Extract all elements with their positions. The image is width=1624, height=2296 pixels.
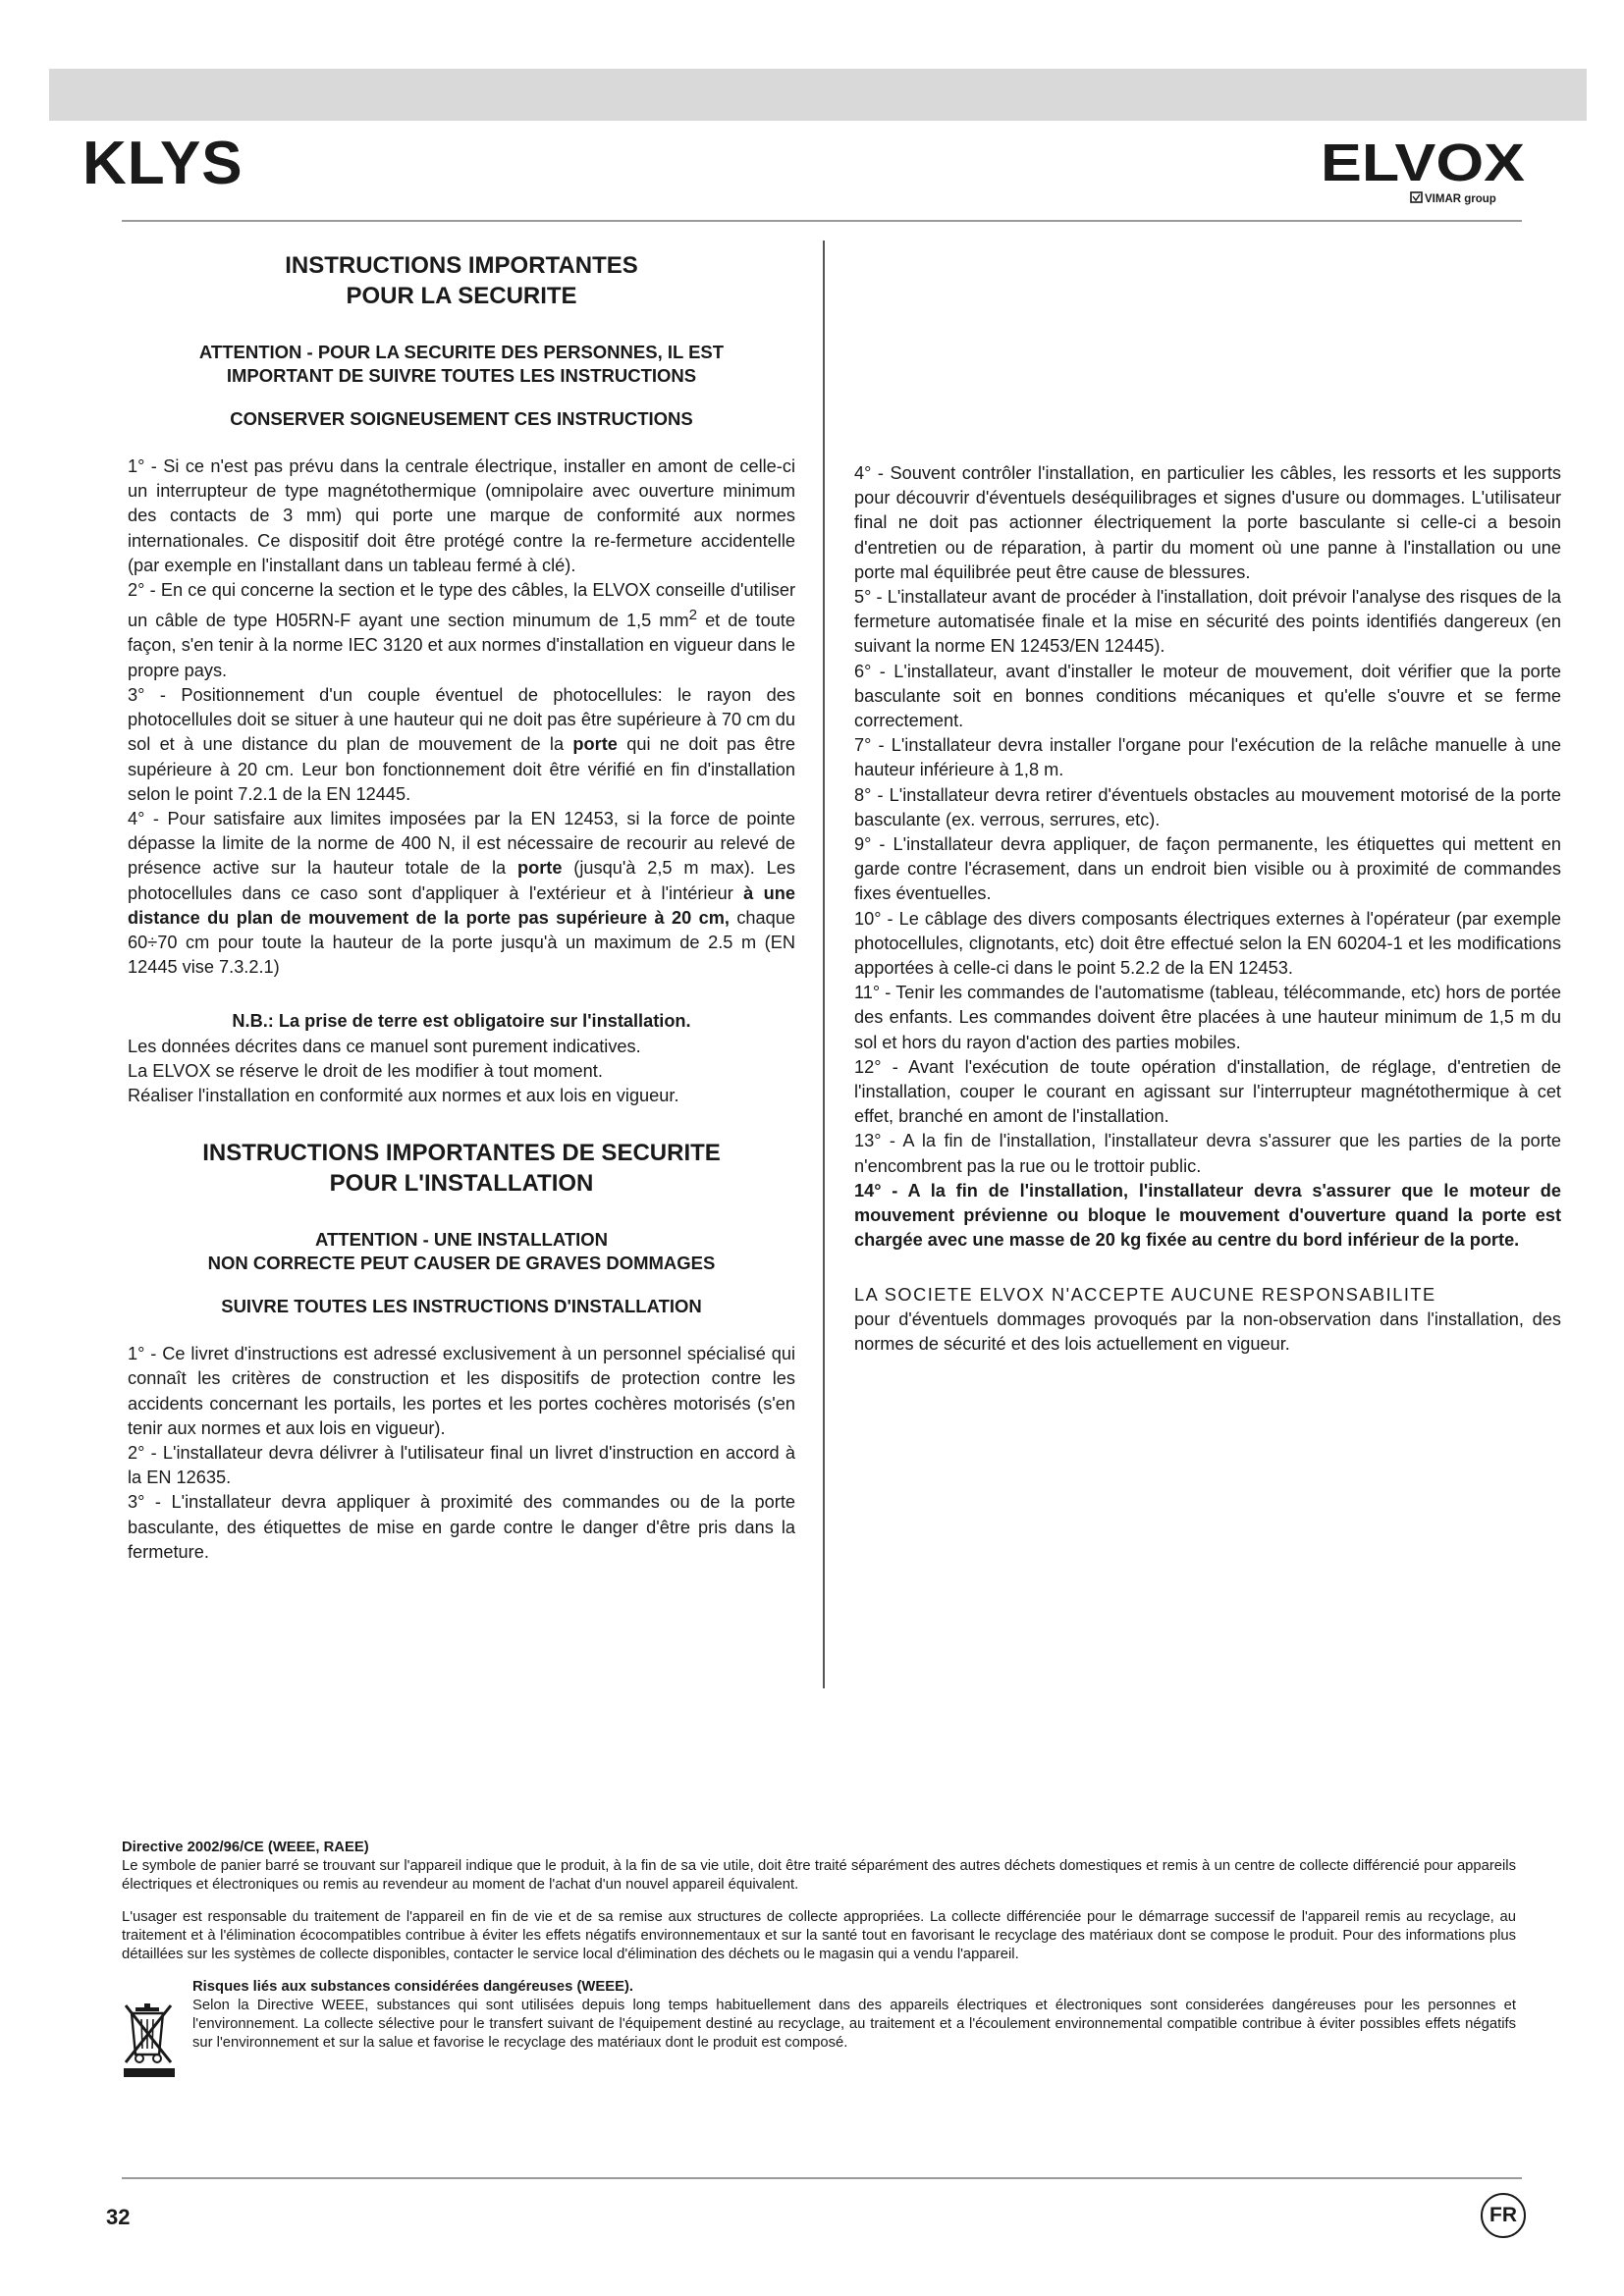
install-item-13: 13° - A la fin de l'installation, l'installateur devra s'assurer que les parties de la porte n'encombrent pas la rue ou le trottoir public. <box>854 1131 1561 1176</box>
note-line: La ELVOX se réserve le droit de les modifier à tout moment. <box>128 1060 603 1081</box>
note-line: Les données décrites dans ce manuel sont purement indicatives. <box>128 1036 641 1056</box>
section-heading-installation: INSTRUCTIONS IMPORTANTES DE SECURITE POUR L'INSTALLATION <box>202 1140 721 1198</box>
suivre-heading: SUIVRE TOUTES LES INSTRUCTIONS D'INSTALLATION <box>221 1296 702 1317</box>
column-divider <box>823 240 825 1688</box>
directive-paragraph: Le symbole de panier barré se trouvant sur l'appareil indique que le produit, à la fin de sa vie utile, doit être traité séparément des autres déchets domestiques et remis à un centre de collecte différencié pour appareils électriques et électroniques ou remis au revendeur au moment de l'achat d'un nouvel appareil équivalent. <box>122 1858 1516 1893</box>
top-rule <box>122 220 1522 222</box>
install-item-12: 12° - Avant l'exécution de toute opération d'installation, de réglage, d'entretien de l'installation, couper le courant en agissant sur l'interrupteur magnétothermique à cet effet, branché en amont de l'installation. <box>854 1056 1561 1127</box>
weee-title: Risques liés aux substances considérées dangéreuses (WEEE). <box>192 1979 634 1995</box>
conserver-heading: CONSERVER SOIGNEUSEMENT CES INSTRUCTIONS <box>230 408 693 429</box>
document-title: KLYS <box>82 130 244 197</box>
safety-item-3: 3° - Positionnement d'un couple éventuel de photocellules: le rayon des photocellules doit se situer à une hauteur qui ne doit pas être supérieure à 70 cm du sol et à une distance du plan de mouvement de la porte qui ne doit pas être supérieure à 20 cm. Leur bon fonctionnement doit être vérifié en fin d'installation selon le point 7.2.1 de la EN 12445. <box>128 684 795 804</box>
install-item-6: 6° - L'installateur, avant d'installer le moteur de mouvement, doit vérifier que la porte basculante soit en bonnes conditions mécaniques et qu'elle s'ouvre et se ferme correctement. <box>854 661 1561 731</box>
install-item-10: 10° - Le câblage des divers composants électriques externes à l'opérateur (par exemple photocellules, clignotants, etc) doit être effectué selon la EN 60204-1 et les modifications apportées à celle-ci dans le point 5.2.2 de la EN 12453. <box>854 908 1562 979</box>
install-item-11: 11° - Tenir les commandes de l'automatisme (tableau, télécommande, etc) hors de portée des enfants. Les commandes doivent être placées à une hauteur minimum de 1,5 m du sol et hors du rayon d'action des parties mobiles. <box>854 983 1561 1052</box>
weee-section <box>122 1978 1516 2053</box>
header-bar <box>49 69 1587 121</box>
attention-installation-heading: ATTENTION - UNE INSTALLATION NON CORRECTE PEUT CAUSER DE GRAVES DOMMAGES <box>207 1229 716 1274</box>
page-number: 32 <box>106 2205 131 2229</box>
language-badge: FR <box>1481 2193 1526 2238</box>
brand-logo-text: ELVOX <box>1321 133 1525 192</box>
safety-item-2: 2° - En ce qui concerne la section et le type des câbles, la ELVOX conseille d'utiliser un câble de type H05RN-F ayant une section minumum de 1,5 $mm^2$ et de toute façon, s'en tenir à la norme IEC 3120 et aux normes d'installation en vigueur dans le propre pays. <box>128 580 796 680</box>
install-item-5: 5° - L'installateur avant de procéder à l'installation, doit prévoir l'analyse des risques de la fermeture automatisée finale et la mise en sécurité des points identifiés dangereux (en suivant la norme EN 12453/EN 12445). <box>854 587 1561 657</box>
directive-paragraph: L'usager est responsable du traitement de l'appareil en fin de vie et de sa remise aux structures de collecte appropriées. La collecte différenciée pour le démarrage successif de l'appareil remis au recyclage, au traitement et à l'élimination écocompatibles contribue à éviter les effets négatifs environnementaux et sur la santé tout en favorisant le recyclage des matériaux dont se compose le produit. Pour des informations plus détaillées sur les systèmes de collecte disponibles, contacter le service local d'élimination des déchets ou le magasin qui a vendu l'appareil. <box>122 1909 1516 1962</box>
install-item-8: 8° - L'installateur devra retirer d'éventuels obstacles au mouvement motorisé de la porte basculante (ex. verrous, serrures, etc). <box>854 784 1562 829</box>
install-item-1: 1° - Ce livret d'instructions est adressé exclusivement à un personnel spécialisé qui connaît les critères de construction et les dispositifs de protection contre les accidents concernant les portails, les portes et les portes cochères motorisés (s'en tenir aux normes et aux lois en vigueur). <box>128 1344 795 1438</box>
crossed-bin-icon <box>122 2002 177 2078</box>
right-column <box>854 461 1561 1357</box>
install-item-4: 4° - Souvent contrôler l'installation, en particulier les câbles, les ressorts et les supports pour découvrir d'éventuels deséquilibrages et signes d'usure ou dommages. L'utilisateur final ne doit pas actionner électriquement la porte basculante si celle-ci a besoin d'entretien ou de réparation, à partir du moment où une panne à l'installation ou une porte mal équilibrée peut être cause de blessures. <box>854 463 1561 582</box>
section-heading-safety: INSTRUCTIONS IMPORTANTES POUR LA SECURITE <box>285 252 638 309</box>
nb-note: N.B.: La prise de terre est obligatoire sur l'installation. <box>232 1011 691 1032</box>
safety-item-4: 4° - Pour satisfaire aux limites imposées par la EN 12453, si la force de pointe dépasse la limite de la norme de 400 N, il est nécessaire de recourir au relevé de présence active sur la hauteur totale de la porte (jusqu'à 2,5 m max). Les photocellules dans ce caso sont d'appliquer à l'extérieur et à l'intérieur à une distance du plan de mouvement de la porte pas supérieure à 20 cm, chaque 60÷70 cm pour toute la hauteur de la porte jusqu'à un maximum de 2.5 m (EN 12445 vise 7.3.2.1) <box>128 808 795 978</box>
elvox-logo <box>1321 133 1527 212</box>
safety-item-1: 1° - Si ce n'est pas prévu dans la centrale électrique, installer en amont de celle-ci un interrupteur de type magnétothermique (omnipolaire avec ouverture minimum des contacts de 3 mm) qui porte une marque de conformité aux normes internationales. Ce dispositif doit être protégé contre la re-fermeture accidentelle (par exemple en l'installant dans un tableau fermé à clé). <box>128 456 795 575</box>
install-item-7: 7° - L'installateur devra installer l'organe pour l'exécution de la relâche manuelle à une hauteur inférieure à 1,8 m. <box>854 735 1561 780</box>
weee-paragraph: Selon la Directive WEEE, substances qui sont utilisées depuis long temps habituellement dans des appareils électriques et électroniques sont considerées dangéreuses pour les personnes et l'environnement. La collecte sélective pour le transfert suivant de l'équipement destiné au recyclage, au traitement et a l'écoulement environnemental compatible contribue à éviter possibles effets négatifs sur l'environnement et sur la salue et favorise le recyclage des matériaux dont le produit est composé. <box>192 1998 1516 2051</box>
brand-sub-text: VIMAR group <box>1425 193 1496 205</box>
bottom-rule <box>122 2177 1522 2179</box>
weee-footer <box>122 1839 1516 2053</box>
note-line: Réaliser l'installation en conformité aux normes et aux lois en vigueur. <box>128 1085 679 1105</box>
left-column <box>128 250 795 1565</box>
install-item-14: 14° - A la fin de l'installation, l'installateur devra s'assurer que le moteur de mouvement prévienne ou bloque le mouvement d'ouverture quand la porte est chargée avec une masse de 20 kg fixée au centre du bord inférieur de la porte. <box>854 1180 1561 1251</box>
install-item-2: 2° - L'installateur devra délivrer à l'utilisateur final un livret d'instruction en accord à la EN 12635. <box>128 1442 795 1488</box>
install-item-3: 3° - L'installateur devra appliquer à proximité des commandes ou de la porte basculante, des étiquettes de mise en garde contre le danger d'être pris dans la fermeture. <box>128 1492 795 1562</box>
disclaimer: LA SOCIETE ELVOX N'ACCEPTE AUCUNE RESPONSABILITE pour d'éventuels dommages provoqués par la non-observation dans l'installation, des normes de sécurité et des lois actuellement en vigueur. <box>854 1284 1561 1354</box>
attention-heading: ATTENTION - POUR LA SECURITE DES PERSONNES, IL EST IMPORTANT DE SUIVRE TOUTES LES INSTRUCTIONS <box>198 342 725 386</box>
install-item-9: 9° - L'installateur devra appliquer, de façon permanente, les étiquettes qui mettent en garde contre l'écrasement, dans un endroit bien visible ou à proximité de commandes fixes éventuelles. <box>854 834 1561 904</box>
directive-title: Directive 2002/96/CE (WEEE, RAEE) <box>122 1840 369 1855</box>
